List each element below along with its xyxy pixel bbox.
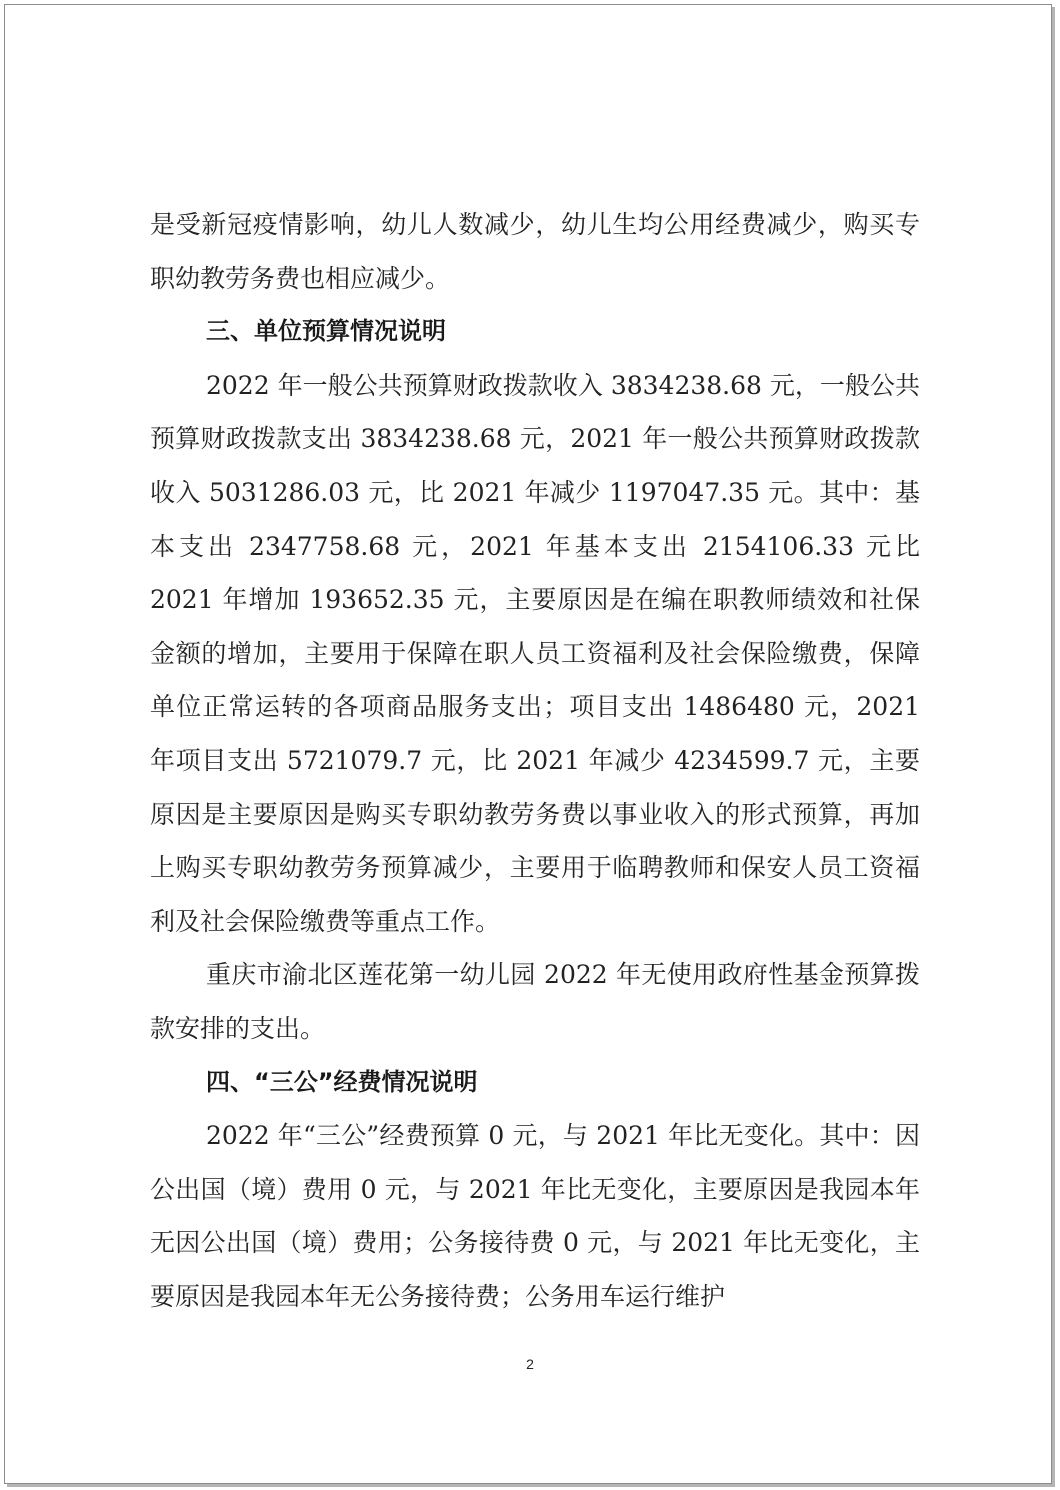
page-number: 2 [526,1356,534,1372]
paragraph-unit-budget: 2022 年一般公共预算财政拨款收入 3834238.68 元，一般公共预算财政拨款支出 3834238.68 元，2021 年一般公共预算财政拨款收入 5031286.03 元，比 2021 年减少 1197047.35 元。其中：基本支出 2347758.68 元，2021 年基本支出 2154106.33 元比 2021 年增加 193652.35 元，主要原因是在编在职教师绩效和社保金额的增加，主要用于保障在职人员工资福利及社会保险缴费，保障单位正常运转的各项商品服务支出；项目支出 1486480 元，2021 年项目支出 5721079.7 元，比 2021 年减少 4234599.7 元，主要原因是主要原因是购买专职幼教劳务费以事业收入的形式预算，再加上购买专职幼教劳务预算减少，主要用于临聘教师和保安人员工资福利及社会保险缴费等重点工作。 [150,370,920,936]
section-heading-three-public: 四、“三公”经费情况说明 [206,1067,478,1096]
paragraph-government-fund: 重庆市渝北区莲花第一幼儿园 2022 年无使用政府性基金预算拨款安排的支出。 [150,960,920,1043]
paragraph-continuation: 是受新冠疫情影响，幼儿人数减少，幼儿生均公用经费减少，购买专职幼教劳务费也相应减少。 [150,210,920,293]
paragraph-three-public: 2022 年“三公”经费预算 0 元，与 2021 年比无变化。其中：因公出国（境）费用 0 元，与 2021 年比无变化，主要原因是我园本年无因公出国（境）费用；公务接待费 0 元，与 2021 年比无变化，主要原因是我园本年无公务接待费；公务用车运行维护 [150,1121,920,1311]
document-body [150,198,920,1323]
section-heading-unit-budget: 三、单位预算情况说明 [206,317,446,346]
